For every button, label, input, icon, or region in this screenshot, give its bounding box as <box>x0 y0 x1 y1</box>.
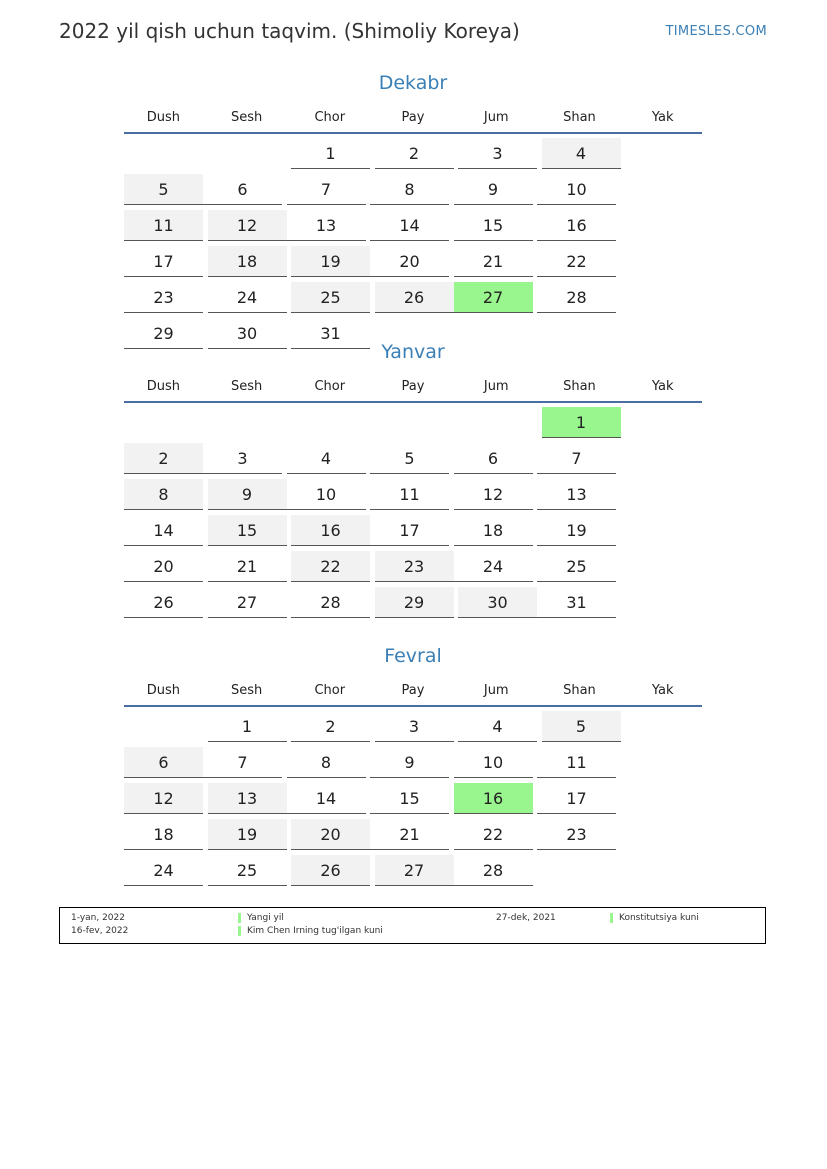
empty-day-cell <box>291 407 370 438</box>
day-cell: 7 <box>203 747 282 778</box>
day-cell: 30 <box>458 587 537 618</box>
day-cell: 15 <box>454 210 533 241</box>
day-cell: 29 <box>375 587 454 618</box>
weekday-label: Jum <box>483 683 509 698</box>
holiday-day-cell: 27 <box>454 282 533 313</box>
day-cell: 13 <box>208 783 287 814</box>
day-cell: 23 <box>375 551 454 582</box>
weekday-label: Yak <box>651 683 674 698</box>
day-cell: 31 <box>537 587 616 618</box>
day-cell: 8 <box>124 479 203 510</box>
legend-row <box>60 913 765 926</box>
legend-holiday-name: Konstitutsiya kuni <box>610 913 699 923</box>
weekday-label: Chor <box>314 683 346 698</box>
day-cell: 9 <box>208 479 287 510</box>
weekday-label: Pay <box>401 379 425 394</box>
day-cell: 29 <box>124 318 203 349</box>
day-cell: 8 <box>370 174 449 205</box>
weekday-label: Chor <box>314 379 346 394</box>
legend-holiday-name: Yangi yil <box>238 913 284 923</box>
day-cell: 25 <box>291 282 370 313</box>
day-grid <box>124 138 702 354</box>
day-cell: 10 <box>287 479 366 510</box>
brand-link[interactable]: TIMESLES.COM <box>665 24 767 39</box>
month-title: Yanvar <box>381 341 445 363</box>
weekday-label: Yak <box>651 110 674 125</box>
weekday-label: Shan <box>563 110 596 125</box>
holiday-day-cell: 1 <box>542 407 621 438</box>
day-grid <box>124 407 702 623</box>
day-cell: 5 <box>370 443 449 474</box>
day-cell: 22 <box>291 551 370 582</box>
day-cell: 17 <box>124 246 203 277</box>
weekday-label: Pay <box>401 110 425 125</box>
weekday-label: Chor <box>314 110 346 125</box>
day-cell: 18 <box>124 819 203 850</box>
day-cell: 24 <box>208 282 287 313</box>
day-cell: 26 <box>375 282 454 313</box>
day-cell: 24 <box>124 855 203 886</box>
day-cell: 21 <box>208 551 287 582</box>
legend-date: 16-fev, 2022 <box>71 926 129 936</box>
month-december <box>124 70 702 354</box>
weekday-label: Sesh <box>230 110 263 125</box>
month-february <box>124 643 702 891</box>
day-cell: 3 <box>458 138 537 169</box>
day-cell: 18 <box>208 246 287 277</box>
day-cell: 31 <box>291 318 370 349</box>
weekday-label: Dush <box>146 683 180 698</box>
day-cell: 7 <box>287 174 366 205</box>
day-cell: 20 <box>124 551 203 582</box>
day-cell: 12 <box>454 479 533 510</box>
day-cell: 7 <box>537 443 616 474</box>
day-cell: 8 <box>287 747 366 778</box>
day-cell: 6 <box>454 443 533 474</box>
day-cell: 28 <box>454 855 533 886</box>
day-cell: 6 <box>124 747 203 778</box>
day-cell: 17 <box>537 783 616 814</box>
day-cell: 11 <box>370 479 449 510</box>
day-cell: 9 <box>454 174 533 205</box>
day-cell: 19 <box>537 515 616 546</box>
day-cell: 20 <box>370 246 449 277</box>
day-cell: 2 <box>291 711 370 742</box>
day-cell: 19 <box>208 819 287 850</box>
day-cell: 4 <box>287 443 366 474</box>
day-cell: 4 <box>458 711 537 742</box>
day-cell: 30 <box>208 318 287 349</box>
day-cell: 21 <box>454 246 533 277</box>
day-cell: 4 <box>542 138 621 169</box>
day-cell: 16 <box>537 210 616 241</box>
day-cell: 20 <box>291 819 370 850</box>
weekday-label: Shan <box>563 379 596 394</box>
weekday-header <box>124 373 702 403</box>
day-cell: 21 <box>370 819 449 850</box>
day-grid <box>124 711 702 891</box>
legend-date: 27-dek, 2021 <box>496 913 556 923</box>
day-cell: 3 <box>203 443 282 474</box>
day-cell: 6 <box>203 174 282 205</box>
month-title: Fevral <box>384 645 442 667</box>
weekday-label: Sesh <box>230 379 263 394</box>
day-cell: 19 <box>291 246 370 277</box>
day-cell: 16 <box>291 515 370 546</box>
empty-day-cell <box>375 407 454 438</box>
empty-day-cell <box>124 138 203 169</box>
month-title: Dekabr <box>378 72 448 94</box>
day-cell: 14 <box>287 783 366 814</box>
weekday-label: Yak <box>651 379 674 394</box>
day-cell: 1 <box>208 711 287 742</box>
day-cell: 15 <box>208 515 287 546</box>
day-cell: 9 <box>370 747 449 778</box>
day-cell: 10 <box>537 174 616 205</box>
day-cell: 27 <box>375 855 454 886</box>
day-cell: 11 <box>537 747 616 778</box>
empty-day-cell <box>208 138 287 169</box>
day-cell: 23 <box>537 819 616 850</box>
day-cell: 5 <box>124 174 203 205</box>
day-cell: 12 <box>124 783 203 814</box>
day-cell: 14 <box>124 515 203 546</box>
weekday-label: Jum <box>483 379 509 394</box>
empty-day-cell <box>124 711 203 742</box>
month-january <box>124 339 702 623</box>
day-cell: 28 <box>537 282 616 313</box>
day-cell: 18 <box>454 515 533 546</box>
day-cell: 15 <box>370 783 449 814</box>
day-cell: 2 <box>124 443 203 474</box>
day-cell: 22 <box>454 819 533 850</box>
page-title: 2022 yil qish uchun taqvim. (Shimoliy Koreya) <box>59 19 520 43</box>
weekday-label: Dush <box>146 110 180 125</box>
day-cell: 13 <box>537 479 616 510</box>
day-cell: 1 <box>291 138 370 169</box>
day-cell: 25 <box>208 855 287 886</box>
holiday-legend <box>59 907 766 944</box>
weekday-header <box>124 677 702 707</box>
day-cell: 25 <box>537 551 616 582</box>
weekday-label: Pay <box>401 683 425 698</box>
empty-day-cell <box>208 407 287 438</box>
day-cell: 22 <box>537 246 616 277</box>
day-cell: 12 <box>208 210 287 241</box>
day-cell: 2 <box>375 138 454 169</box>
day-cell: 14 <box>370 210 449 241</box>
empty-day-cell <box>124 407 203 438</box>
day-cell: 26 <box>124 587 203 618</box>
day-cell: 17 <box>370 515 449 546</box>
day-cell: 23 <box>124 282 203 313</box>
weekday-label: Dush <box>146 379 180 394</box>
day-cell: 11 <box>124 210 203 241</box>
day-cell: 13 <box>287 210 366 241</box>
day-cell: 26 <box>291 855 370 886</box>
day-cell: 24 <box>454 551 533 582</box>
weekday-label: Sesh <box>230 683 263 698</box>
day-cell: 5 <box>542 711 621 742</box>
empty-day-cell <box>458 407 537 438</box>
weekday-label: Jum <box>483 110 509 125</box>
weekday-header <box>124 104 702 134</box>
day-cell: 28 <box>291 587 370 618</box>
day-cell: 3 <box>375 711 454 742</box>
day-cell: 27 <box>208 587 287 618</box>
weekday-label: Shan <box>563 683 596 698</box>
legend-row <box>60 926 765 939</box>
holiday-day-cell: 16 <box>454 783 533 814</box>
legend-holiday-name: Kim Chen Irning tug'ilgan kuni <box>238 926 383 936</box>
legend-date: 1-yan, 2022 <box>71 913 125 923</box>
day-cell: 10 <box>454 747 533 778</box>
